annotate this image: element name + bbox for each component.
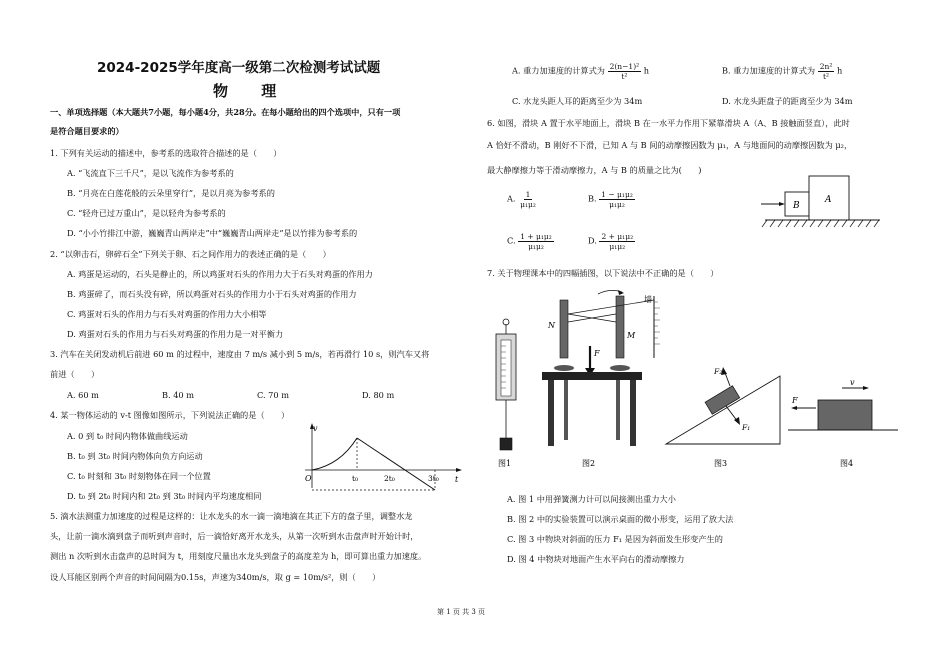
q3-stem-cont: 前进（ ） — [50, 369, 100, 379]
page-number: 第 1 页 共 3 页 — [437, 608, 486, 616]
q5-a-text: A. 重力加速度的计算式为 — [512, 65, 605, 76]
q6-d-label: D. — [588, 235, 597, 246]
q1-option-a: A. “飞流直下三千尺”，是以飞流作为参考系的 — [67, 168, 234, 178]
q6-line3: 最大静摩擦力等于滑动摩擦力，A 与 B 的质量之比为( ) — [487, 165, 702, 175]
fig3-incline — [666, 367, 780, 468]
q5-line3: 测出 n 次听到水击盘声的总时间为 t，用刻度尺量出水龙头到盘子的高度差为 h，即可算出重力加速度。 — [50, 551, 427, 561]
q4-option-d: D. t₀ 到 2t₀ 时间内和 2t₀ 到 3t₀ 时间内平均速度相同 — [67, 491, 262, 501]
fig4-label: 图4 — [840, 459, 854, 468]
q6-option-a — [507, 190, 538, 209]
block-b-label: B — [793, 201, 800, 211]
q5-option-b — [722, 62, 842, 81]
q6-d-fraction — [599, 232, 635, 251]
q7-figures — [488, 288, 928, 473]
subject-title: 物 理 — [213, 82, 291, 100]
q6-a-fraction — [518, 190, 538, 209]
q4-option-a: A. 0 到 t₀ 时间内物体做曲线运动 — [67, 431, 188, 441]
section-heading: 一、单项选择题（本大题共7小题，每小题4分，共28分。在每小题给出的四个选项中，只有一项 — [50, 107, 401, 117]
q7-option-a: A. 图 1 中用弹簧测力计可以间接测出重力大小 — [507, 494, 676, 504]
q6-blocks-figure — [745, 172, 895, 242]
fig2-wall-label: 墙 — [644, 295, 652, 304]
q6-a-den: μ₁μ₂ — [520, 200, 536, 209]
q1-stem: 1. 下列有关运动的描述中，参考系的选取符合描述的是（ ） — [50, 148, 282, 158]
vt-origin: O — [305, 474, 312, 483]
fig2-table-mirrors — [542, 290, 660, 468]
q5-b-den: t² — [823, 72, 830, 81]
q1-option-b: B. “月亮在白莲花般的云朵里穿行”，是以月亮为参考系的 — [67, 188, 275, 198]
q6-a-num: 1 — [525, 190, 531, 199]
block-a-label: A — [825, 195, 832, 205]
q5-b-h: h — [836, 65, 843, 76]
vt-graph — [295, 420, 465, 495]
fig1-label: 图1 — [498, 459, 512, 468]
q5-a-den: t² — [621, 72, 628, 81]
fig4-sliding-block — [788, 378, 898, 468]
q2-stem: 2. “以卵击石，卵碎石全”下列关于卵、石之间作用力的表述正确的是（ ） — [50, 249, 331, 259]
q6-b-num: 1 − μ₁μ₂ — [601, 190, 633, 199]
q6-c-num: 1 + μ₁μ₂ — [520, 232, 552, 241]
page-title: 2024-2025学年度高一级第二次检测考试试题 — [97, 60, 381, 76]
q5-line1: 5. 滴水法测重力加速度的过程是这样的：让水龙头的水一滴一滴地滴在其正下方的盘子里，调整水龙 — [50, 511, 413, 521]
fig4-velocity-v: v — [850, 378, 855, 387]
q6-d-num: 2 + μ₁μ₂ — [601, 232, 634, 241]
fig3-force-f2: F₂ — [714, 367, 723, 376]
fig2-force-f: F — [594, 349, 600, 358]
q5-option-a — [512, 62, 649, 81]
q2-option-d: D. 鸡蛋对石头的作用力与石头对鸡蛋的作用力是一对平衡力 — [67, 329, 284, 339]
q6-option-d — [588, 232, 635, 251]
q4-stem: 4. 某一物体运动的 v-t 图像如图所示，下列说法正确的是（ ） — [50, 410, 290, 420]
q5-b-text: B. 重力加速度的计算式为 — [722, 65, 816, 76]
vt-tick-2t0: 2t₀ — [384, 474, 395, 483]
vt-curve — [312, 438, 357, 470]
fig1-spring-scale — [496, 319, 516, 468]
q4-option-b: B. t₀ 到 3t₀ 时间内物体向负方向运动 — [67, 451, 203, 461]
q5-line4: 设人耳能区别两个声音的时间间隔为0.15s，声速为340m/s，取 g = 10m/s²，则（ ） — [50, 572, 381, 582]
section-heading-cont: 是符合题目要求的） — [50, 126, 124, 136]
q5-b-fraction — [818, 62, 835, 81]
q6-c-den: μ₁μ₂ — [528, 242, 544, 251]
q5-b-num: 2n² — [819, 62, 833, 71]
q2-option-c: C. 鸡蛋对石头的作用力与石头对鸡蛋的作用力大小相等 — [67, 309, 267, 319]
q7-stem: 7. 关于物理课本中的四幅插图，以下说法中不正确的是（ ） — [487, 268, 719, 278]
q6-b-fraction — [599, 190, 635, 209]
q3-option-b: B. 40 m — [162, 390, 195, 400]
q2-option-a: A. 鸡蛋是运动的，石头是静止的，所以鸡蛋对石头的作用力大于石头对鸡蛋的作用力 — [67, 269, 373, 279]
q5-a-num: 2(n−1)² — [609, 62, 640, 71]
fig2-mirror-m: M — [627, 331, 636, 340]
q4-option-c: C. t₀ 时刻和 3t₀ 时刻物体在同一个位置 — [67, 471, 211, 481]
vt-tick-t0: t₀ — [352, 474, 359, 483]
q6-line1: 6. 如图，滑块 A 置于水平地面上，滑块 B 在一水平力作用下紧靠滑块 A（A、B 接触面竖直），此时 — [487, 118, 850, 128]
q6-option-b — [588, 190, 635, 209]
q5-line2: 头，让前一滴水滴到盘子而听到声音时，后一滴恰好离开水龙头，从第一次听到水击盘声时开始计时， — [50, 531, 419, 541]
q3-option-c: C. 70 m — [257, 390, 289, 400]
q7-option-b: B. 图 2 中的实验装置可以演示桌面的微小形变，运用了放大法 — [507, 514, 734, 524]
vt-axis-t: t — [455, 475, 459, 484]
fig3-label: 图3 — [714, 459, 728, 468]
q3-stem: 3. 汽车在关闭发动机后前进 60 m 的过程中，速度由 7 m/s 减小到 5 m/s，若再滑行 10 s，则汽车又将 — [50, 349, 430, 359]
q6-d-den: μ₁μ₂ — [609, 242, 626, 251]
q5-option-d: D. 水龙头距盘子的距离至少为 34m — [722, 96, 853, 106]
q1-option-c: C. “轻舟已过万重山”，是以轻舟为参考系的 — [67, 208, 226, 218]
fig3-force-f1: F₁ — [742, 423, 751, 432]
fig2-label: 图2 — [582, 459, 596, 468]
vt-line — [357, 438, 435, 490]
fig2-mirror-n: N — [548, 321, 555, 330]
q2-option-b: B. 鸡蛋碎了，而石头没有碎，所以鸡蛋对石头的作用力小于石头对鸡蛋的作用力 — [67, 289, 357, 299]
q6-c-fraction — [518, 232, 554, 251]
q3-option-d: D. 80 m — [362, 390, 395, 400]
vt-tick-3t0: 3t₀ — [428, 474, 439, 483]
q6-b-den: μ₁μ₂ — [609, 200, 625, 209]
q1-option-d: D. “小小竹排江中游，巍巍青山两岸走”中“巍巍青山两岸走”是以竹排为参考系的 — [67, 228, 358, 238]
q6-b-label: B. — [588, 193, 597, 204]
q3-option-a: A. 60 m — [67, 390, 99, 400]
q5-a-h: h — [643, 65, 650, 76]
q6-a-label: A. — [507, 193, 516, 204]
q5-a-fraction — [608, 62, 642, 81]
fig4-force-f: F — [792, 396, 798, 405]
q7-option-d: D. 图 4 中物块对地面产生水平向右的滑动摩擦力 — [507, 554, 685, 564]
q6-c-label: C. — [507, 235, 516, 246]
q5-option-c: C. 水龙头距人耳的距离至少为 34m — [512, 96, 643, 106]
q7-option-c: C. 图 3 中物块对斜面的压力 F₁ 是因为斜面发生形变产生的 — [507, 534, 723, 544]
q6-line2: A 恰好不滑动，B 刚好不下滑，已知 A 与 B 间的动摩擦因数为 μ₁，A 与地面间的动摩擦因数为 μ₂， — [487, 140, 853, 150]
vt-axis-v: v — [313, 424, 318, 433]
q6-option-c — [507, 232, 554, 251]
